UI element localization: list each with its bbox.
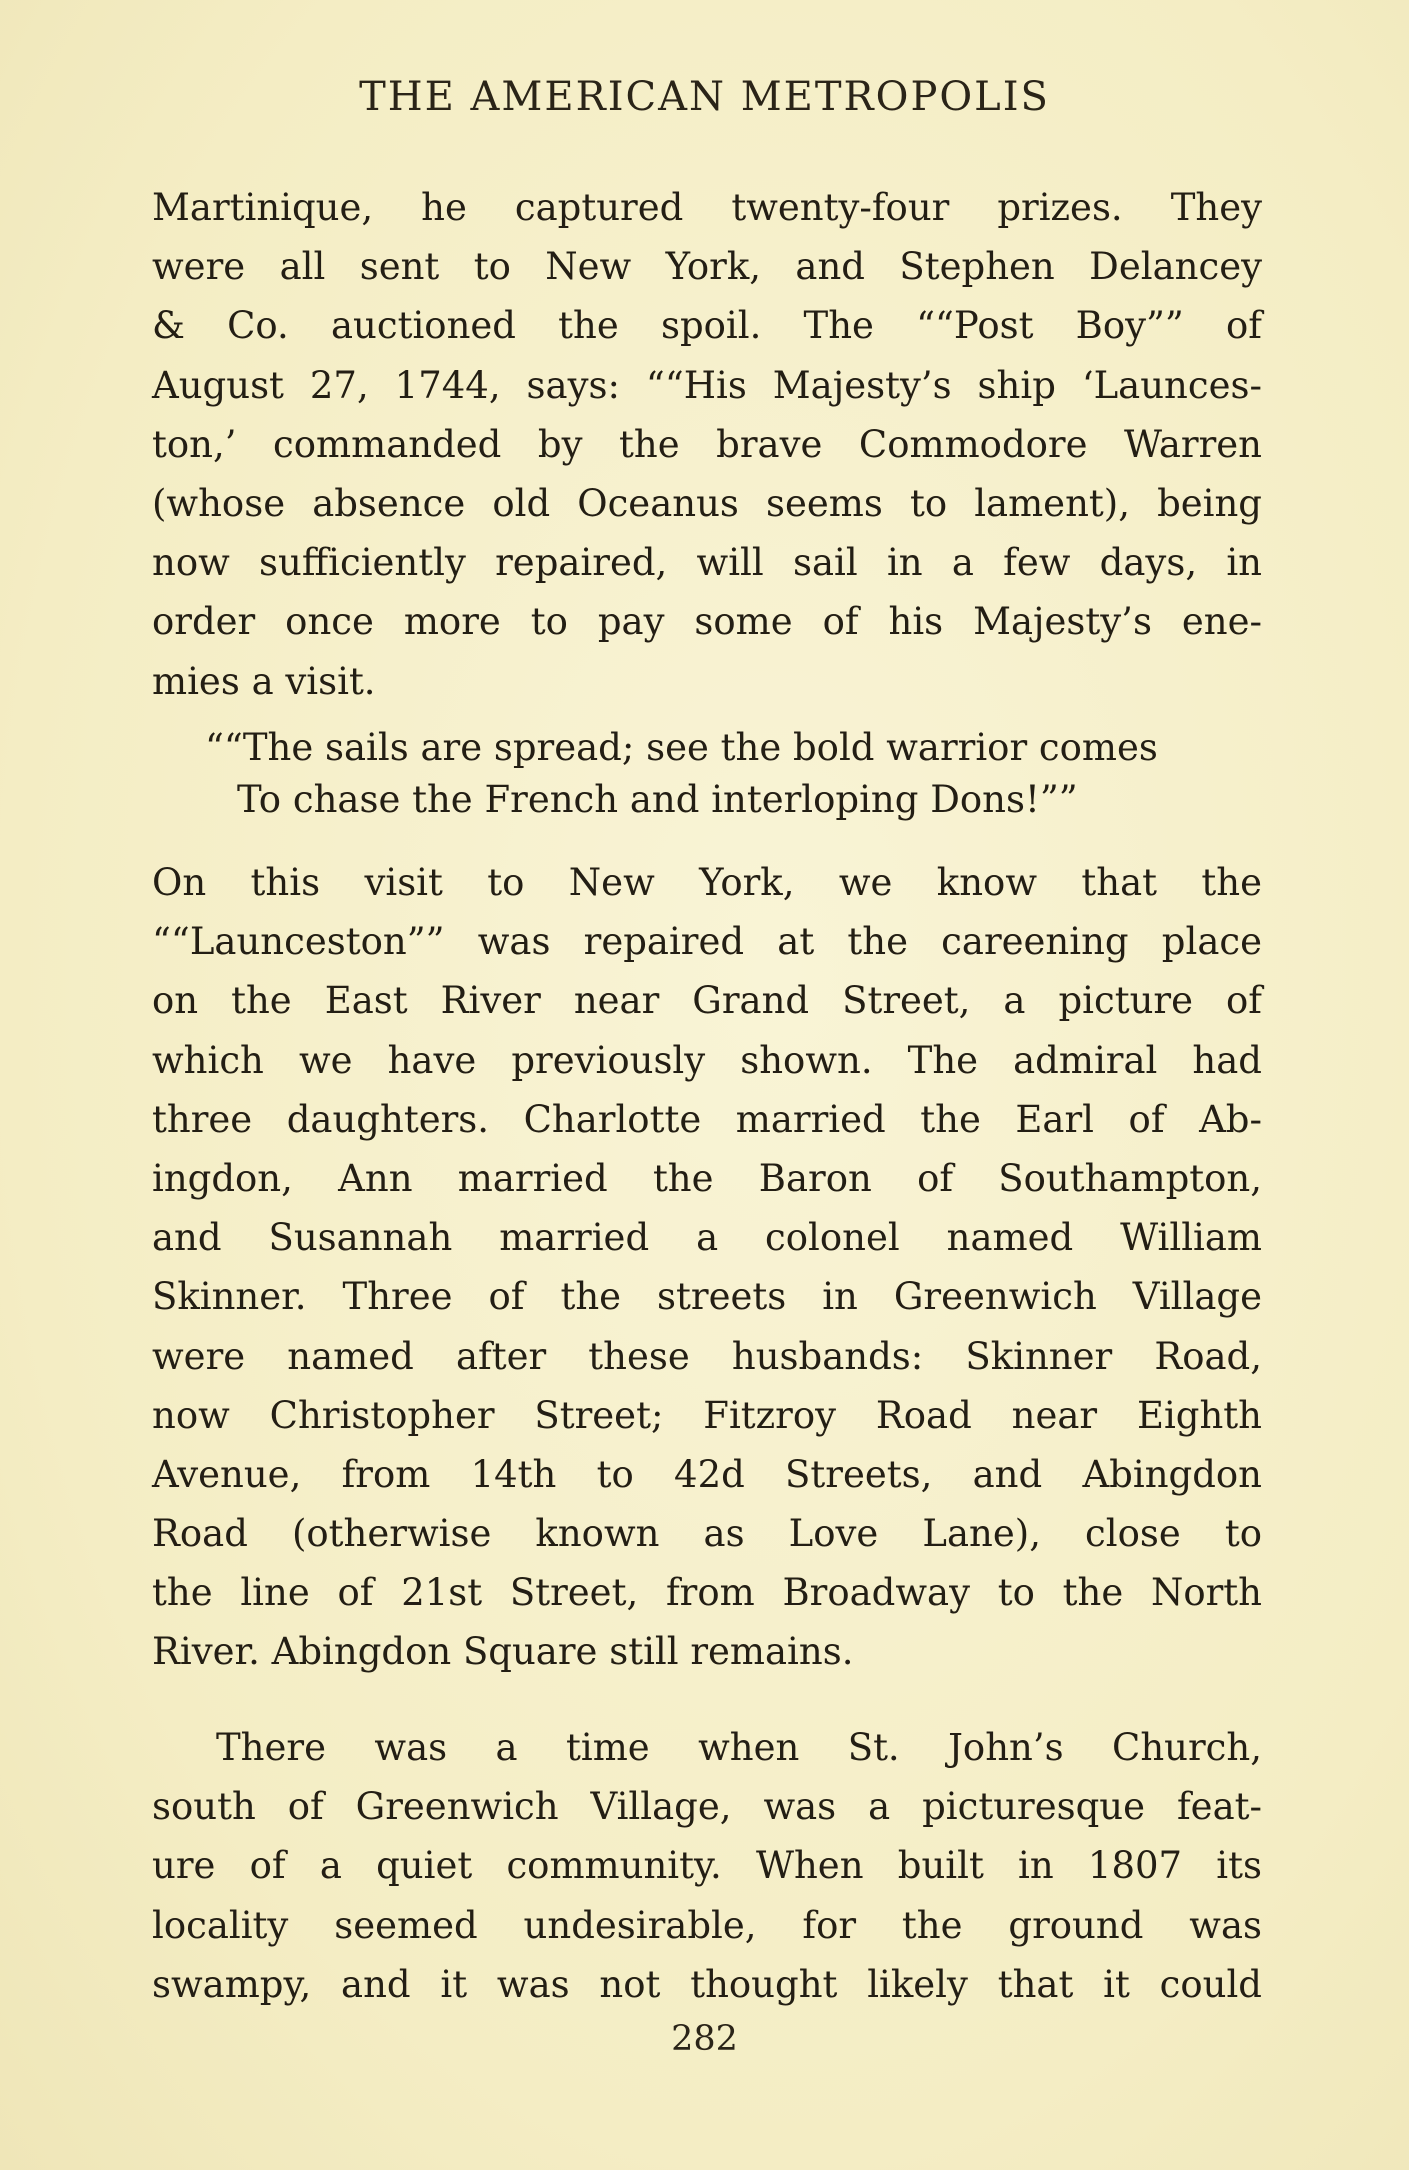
verse-line: To chase the French and interloping Dons!”” [237,778,1078,821]
text-line: the line of 21st Street, from Broadway to the North [152,1571,1262,1615]
text-line: Road (otherwise known as Love Lane), close to [152,1512,1262,1556]
running-head: THE AMERICAN METROPOLIS [359,74,1050,120]
text-line: ““Launceston”” was repaired at the careening place [152,920,1262,964]
text-line: ure of a quiet community. When built in 1807 its [152,1844,1262,1888]
page-number: 282 [671,2019,738,2059]
text-line: on the East River near Grand Street, a picture of [152,979,1262,1023]
text-line: There was a time when St. John’s Church, [216,1726,1262,1769]
text-line: River. Abingdon Square still remains. [152,1630,854,1674]
text-line: were named after these husbands: Skinner Road, [152,1334,1262,1378]
text-line: were all sent to New York, and Stephen Delancey [152,245,1262,289]
text-line: Skinner. Three of the streets in Greenwich Village [152,1275,1262,1319]
text-line: now sufficiently repaired, will sail in a few days, in [152,541,1262,585]
text-line: locality seemed undesirable, for the ground was [152,1903,1262,1947]
text-line: Martinique, he captured twenty-four prizes. They [152,186,1262,229]
text-line: now Christopher Street; Fitzroy Road near Eighth [152,1393,1262,1437]
paragraph-1 [152,178,1262,711]
text-line: which we have previously shown. The admiral had [152,1038,1262,1082]
text-line: Avenue, from 14th to 42d Streets, and Abingdon [152,1452,1262,1496]
text-line: south of Greenwich Village, was a picturesque feat- [152,1785,1262,1829]
verse-quotation [205,722,1158,826]
paragraph-2 [152,853,1262,1682]
text-line: mies a visit. [152,659,376,703]
text-line: & Co. auctioned the spoil. The ““Post Boy”” of [152,304,1262,348]
text-line: August 27, 1744, says: ““His Majesty’s ship ‘Launces- [152,363,1262,407]
text-line: and Susannah married a colonel named William [152,1216,1262,1260]
text-line: ingdon, Ann married the Baron of Southampton, [152,1156,1262,1200]
paragraph-3 [152,1718,1262,2014]
text-line: three daughters. Charlotte married the Earl of Ab- [152,1097,1262,1141]
text-line: (whose absence old Oceanus seems to lament), being [152,481,1262,525]
text-line: order once more to pay some of his Majesty’s ene- [152,600,1262,644]
text-line: swampy, and it was not thought likely that it could [152,1962,1262,2006]
text-line: ton,’ commanded by the brave Commodore Warren [152,422,1262,466]
text-line: On this visit to New York, we know that the [152,861,1262,904]
verse-line: ““The sails are spread; see the bold warrior comes [205,726,1158,769]
